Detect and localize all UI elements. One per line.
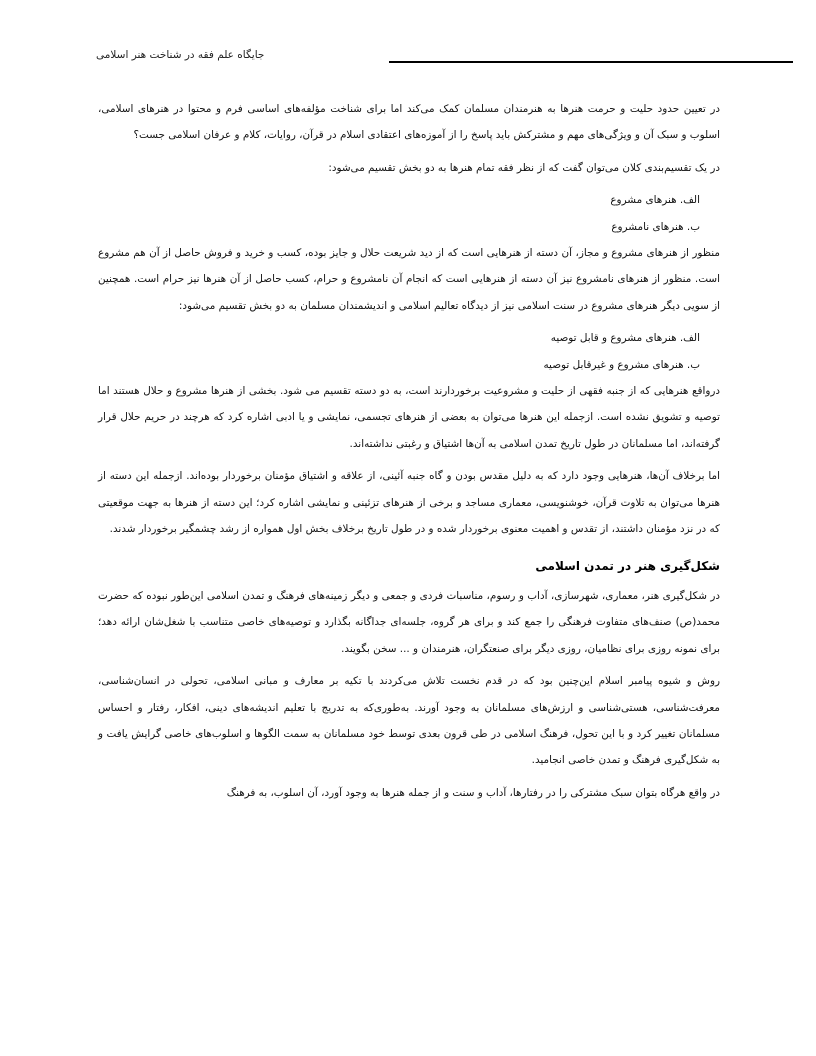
list-item: ب. هنرهای نامشروع [611, 220, 700, 233]
paragraph: اما برخلاف آن‌ها، هنرهایی وجود دارد که به دلیل مقدس بودن و گاه جنبه آئینی، از علاقه و اشتیاق مؤمنان برخوردار بوده‌اند. ازجمله این دسته از هنرها می‌توان به تلاوت قرآن، خوشنویسی، معماری مساجد و برخی از هنرهای تزئینی و نمایشی اشاره کرد؛ این دسته از هنرها به جهت موقعیتی که در نزد مؤمنان داشتند، از تقدس و اهمیت معنوی برخوردار شده و در طول تاریخ برخلاف بخش اول همواره از رشد چشمگیر برخوردار شدند. [98, 470, 720, 536]
paragraph: منظور از هنرهای مشروع و مجاز، آن دسته از هنرهایی است که از دید شریعت حلال و جایز بوده، کسب و خرید و فروش حاصل از آن هم مشروع است. منظور از هنرهای نامشروع نیز آن دسته از هنرهایی است که انجام آن نامشروع و حرام، کسب حاصل از آن هنرها نیز حرام است. همچنین از سویی دیگر هنرهای مشروع در سنت اسلامی نیز از دیدگاه تعالیم اسلامی و اندیشمندان مسلمان به دو بخش تقسیم می‌شود: [98, 247, 720, 312]
section-heading: شکل‌گیری هنر در تمدن اسلامی [535, 558, 720, 573]
paragraph: در تعیین حدود حلیت و حرمت هنرها به هنرمندان مسلمان کمک می‌کند اما برای شناخت مؤلفه‌های اساسی فرم و محتوا در هنرهای اسلامی، اسلوب و سبک آن و ویژگی‌های مهم و مشترکش باید پاسخ را از آموزه‌های اعتقادی اسلام در قرآن، روایات، کلام و عرفان اسلامی جست؟ [98, 103, 720, 142]
running-header-title: جایگاه علم فقه در شناخت هنر اسلامی [96, 49, 265, 61]
paragraph: روش و شیوه پیامبر اسلام این‌چنین بود که در قدم نخست تلاش می‌کردند با تکیه بر معارف و مبانی اسلامی، تحولی در انسان‌شناسی، معرفت‌شناسی، هستی‌شناسی و ارزش‌های مسلمانان به وجود آورند. به‌طوری‌که به تدریج با تعلیم اندیشه‌های دینی، افکار، رفتار و احساس مسلمانان تغییر کرد و با این تحول، فرهنگ اسلامی در طی قرون بعدی توسط خود مسلمانان به سمت الگوها و اسلوب‌های خاصی گرایش یافت و به شکل‌گیری فرهنگ و تمدن خاصی انجامید. [98, 675, 720, 767]
paragraph: در واقع هرگاه بتوان سبک مشترکی را در رفتارها، آداب و سنت و از جمله هنرها به وجود آورد، آن اسلوب، به فرهنگ [226, 786, 720, 799]
paragraph: در شکل‌گیری هنر، معماری، شهرسازی، آداب و رسوم، مناسبات فردی و جمعی و دیگر زمینه‌های فرهنگ و تمدن اسلامی این‌طور نبوده که حضرت محمد(ص) صنف‌های متفاوت فرهنگی را جمع کند و برای هر گروه، جلسه‌ای جداگانه بگذارد و توصیه‌های خاصی متناسب با شغل‌شان ارائه دهد؛ برای نمونه روزی برای نظامیان، روزی دیگر برای صنعتگران، هنرمندان و ... سخن بگویند. [98, 589, 720, 655]
paragraph: در یک تقسیم‌بندی کلان می‌توان گفت که از نظر فقه تمام هنرها به دو بخش تقسیم می‌شود: [328, 161, 720, 174]
paragraph: درواقع هنرهایی که از جنبه فقهی از حلیت و مشروعیت برخوردارند است، به دو دسته تقسیم می شود. بخشی از هنرها مشروع و حلال هستند اما توصیه و تشویق نشده است. ازجمله این هنرها می‌توان به بعضی از هنرهای تجسمی، نمایشی و یا ادبی اشاره کرد که هرچند در حریم حلال قرار گرفته‌اند، اما مسلمانان در طول تاریخ تمدن اسلامی به آن‌ها اشتیاق و رغبتی نداشته‌اند. [98, 385, 720, 450]
body-text [98, 96, 720, 812]
list-item: الف. هنرهای مشروع و قابل توصیه [550, 332, 700, 345]
header-rule [389, 61, 793, 63]
list-item: ب. هنرهای مشروع و غیرقابل توصیه [543, 358, 700, 371]
list-item: الف. هنرهای مشروع [610, 194, 700, 207]
